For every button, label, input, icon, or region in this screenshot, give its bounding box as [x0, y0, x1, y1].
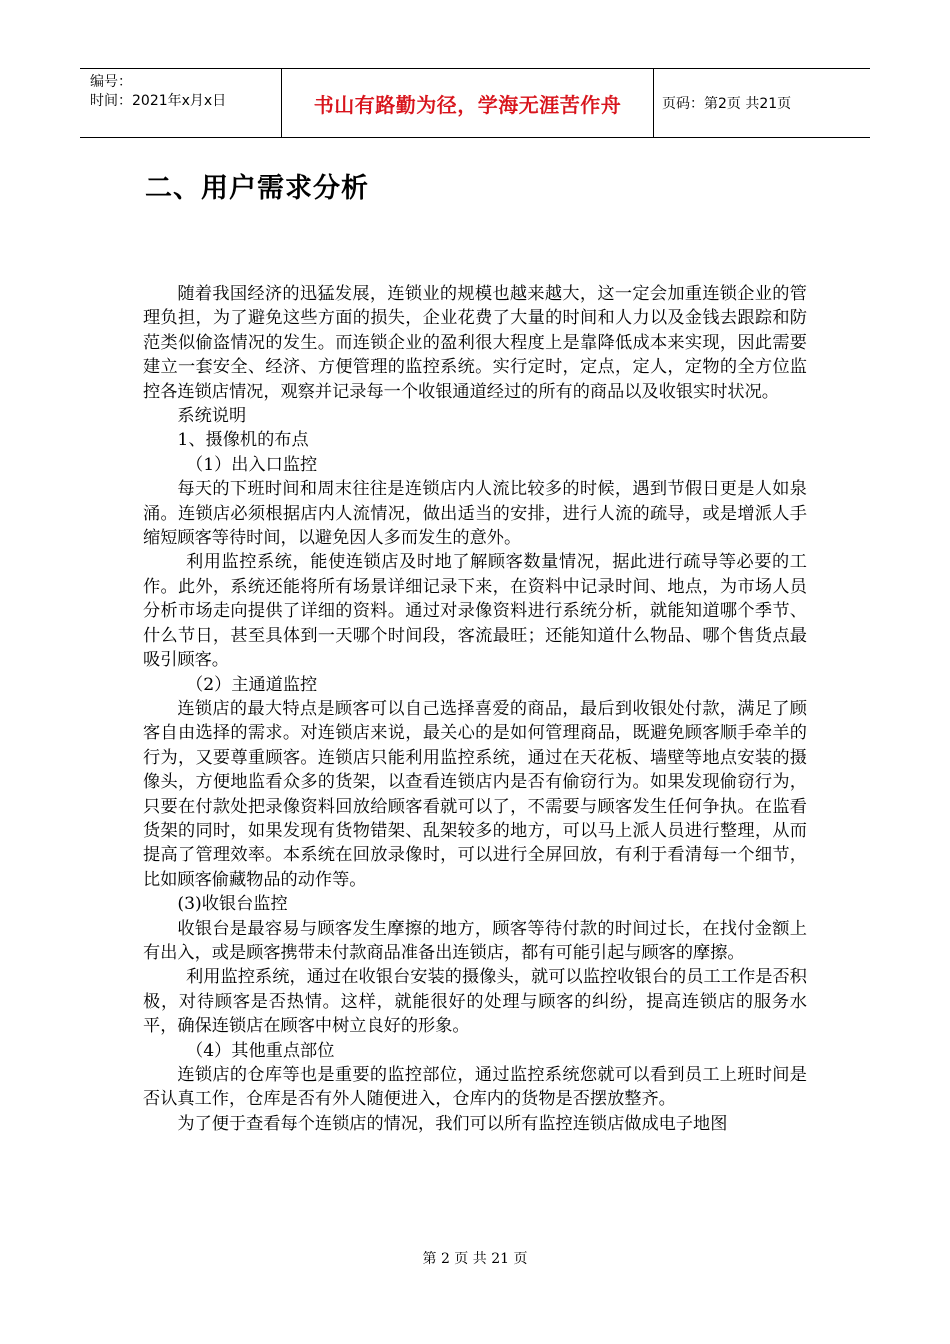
header-page-info: 页码：第2页 共21页	[662, 96, 792, 112]
paragraph: 随着我国经济的迅猛发展，连锁业的规模也越来越大，这一定会加重连锁企业的管理负担，为了避免这些方面的损失，企业花费了大量的时间和人力以及金钱去跟踪和防范类似偷盗情况的发生。而连锁企业的盈利很大程度上是靠降低成本来实现，因此需要建立一套安全、经济、方便管理的监控系统。实行定时，定点，定人，定物的全方位监控各连锁店情况，观察并记录每一个收银通道经过的所有的商品以及收银实时状况。	[143, 284, 807, 402]
document-number-label: 编号：	[90, 74, 132, 90]
subheading: (3)收银台监控	[177, 894, 288, 915]
paragraph: 为了便于查看每个连锁店的情况，我们可以所有监控连锁店做成电子地图	[177, 1113, 728, 1134]
paragraph: 收银台是最容易与顾客发生摩擦的地方，顾客等待付款的时间过长，在找付金额上有出入，或是顾客携带未付款商品准备出连锁店，都有可能引起与顾客的摩擦。	[143, 918, 807, 963]
paragraph: 系统说明	[177, 406, 247, 427]
section-title: 二、用户需求分析	[145, 173, 369, 204]
document-time-label: 时间：2021年x月x日	[90, 93, 227, 109]
subheading: （4）其他重点部位	[186, 1040, 335, 1061]
subheading: （1）出入口监控	[186, 454, 318, 475]
paragraph: 连锁店的最大特点是顾客可以自己选择喜爱的商品，最后到收银处付款，满足了顾客自由选择的需求。对连锁店来说，最关心的是如何管理商品，既避免顾客顺手牵羊的行为，又要尊重顾客。连锁店只能利用监控系统，通过在天花板、墙壁等地点安装的摄像头，方便地监看众多的货架，以查看连锁店内是否有偷窃行为。如果发现偷窃行为，只要在付款处把录像资料回放给顾客看就可以了，不需要与顾客发生任何争执。在监看货架的同时，如果发现有货物错架、乱架较多的地方，可以马上派人员进行整理，从而提高了管理效率。本系统在回放录像时，可以进行全屏回放，有利于看清每一个细节，比如顾客偷藏物品的动作等。	[143, 698, 807, 890]
paragraph: 利用监控系统，通过在收银台安装的摄像头，就可以监控收银台的员工工作是否积极，对待顾客是否热情。这样，就能很好的处理与顾客的纠纷，提高连锁店的服务水平，确保连锁店在顾客中树立良好的形象。	[143, 967, 807, 1037]
header-meta	[80, 69, 282, 137]
paragraph: 利用监控系统，能使连锁店及时地了解顾客数量情况，据此进行疏导等必要的工作。此外，系统还能将所有场景详细记录下来，在资料中记录时间、地点，为市场人员分析市场走向提供了详细的资料。通过对录像资料进行系统分析，就能知道哪个季节、什么节日，甚至具体到一天哪个时间段，客流最旺；还能知道什么物品、哪个售货点最吸引顾客。	[143, 552, 807, 671]
header-motto-cell	[282, 69, 654, 137]
page-footer: 第 2 页 共 21 页	[422, 1251, 528, 1267]
document-body	[143, 282, 807, 1136]
paragraph: 每天的下班时间和周末往往是连锁店内人流比较多的时候，遇到节假日更是人如泉涌。连锁店必须根据店内人流情况，做出适当的安排，进行人流的疏导，或是增派人手缩短顾客等待时间，以避免因人多而发生的意外。	[143, 479, 807, 549]
paragraph: 连锁店的仓库等也是重要的监控部位，通过监控系统您就可以看到员工上班时间是否认真工作，仓库是否有外人随便进入，仓库内的货物是否摆放整齐。	[143, 1065, 807, 1110]
subheading: （2）主通道监控	[186, 674, 318, 695]
page-header	[80, 68, 870, 138]
paragraph: 1、摄像机的布点	[177, 430, 309, 451]
header-motto: 书山有路勤为径，学海无涯苦作舟	[313, 92, 622, 117]
